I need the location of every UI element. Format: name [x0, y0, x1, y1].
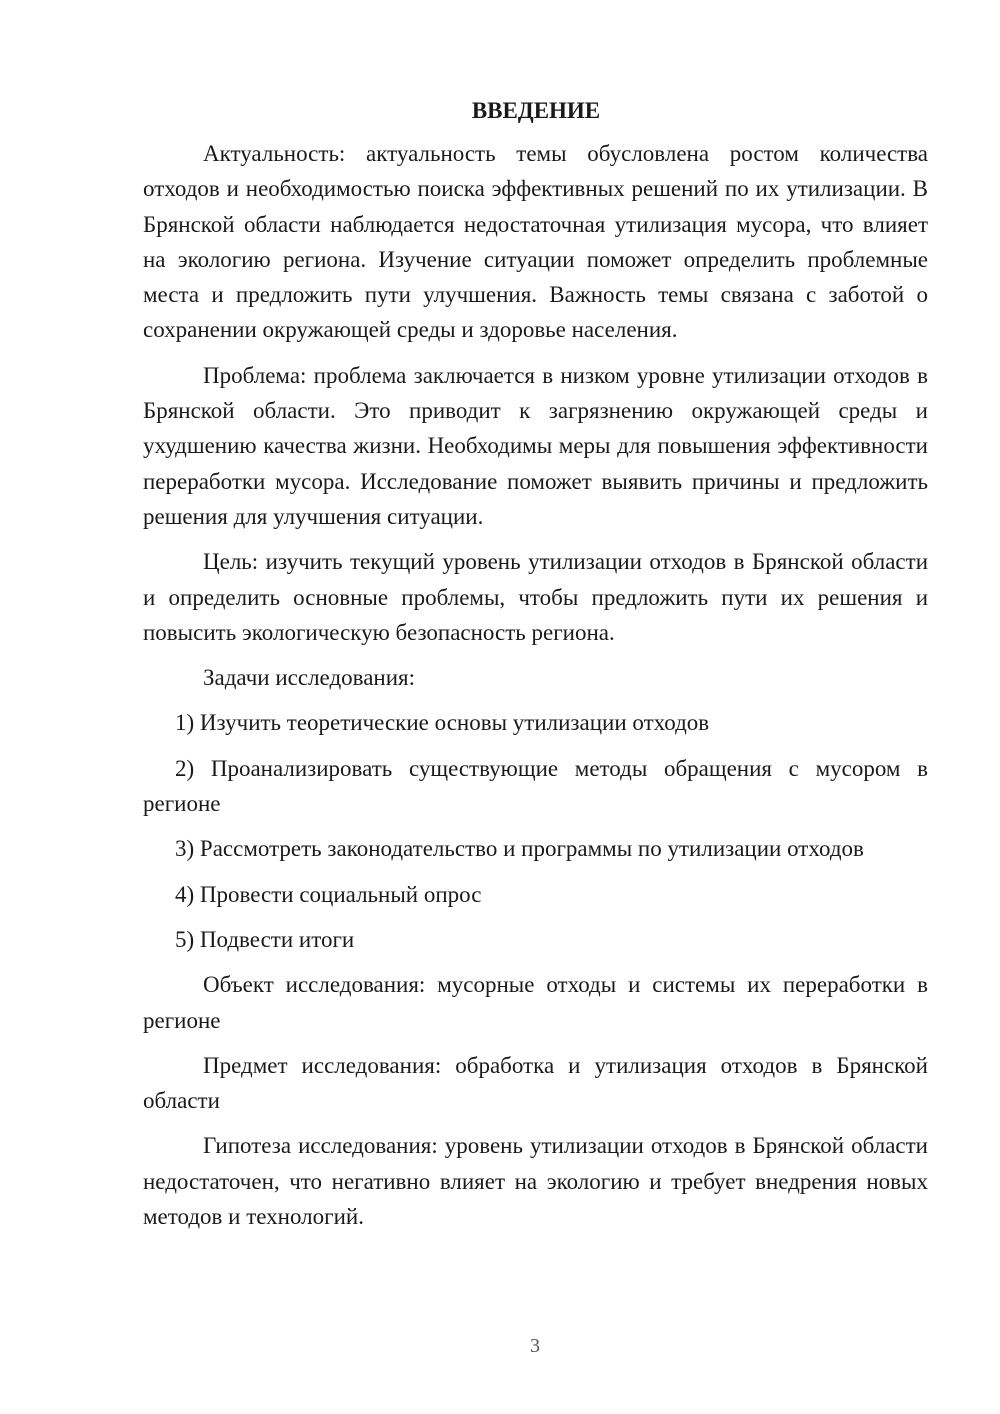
paragraph-tasks-title: Задачи исследования: — [203, 665, 416, 691]
paragraph-relevance: Актуальность: актуальность темы обусловлена ростом количества отходов и необходимостью поиска эффективных решений по их утилизации. В Брянской области наблюдается недостаточная утилизация мусора, что влияет на экологию региона. Изучение ситуации поможет определить проблемные места и предложить пути улучшения. Важность темы связана с заботой о сохранении окружающей среды и здоровье населения. — [143, 141, 928, 343]
paragraph-object: Объект исследования: мусорные отходы и системы их переработки в регионе — [143, 972, 928, 1033]
task-item-3: 3) Рассмотреть законодательство и программы по утилизации отходов — [175, 836, 864, 862]
paragraph-subject: Предмет исследования: обработка и утилизация отходов в Брянской области — [143, 1052, 928, 1114]
document-page — [143, 96, 928, 1244]
task-item-5: 5) Подвести итоги — [175, 926, 355, 952]
page-number: 3 — [530, 1335, 540, 1357]
task-item-2: 2) Проанализировать существующие методы обращения с мусором в регионе — [143, 755, 928, 817]
page-title: ВВЕДЕНИЕ — [471, 98, 601, 123]
paragraph-hypothesis: Гипотеза исследования: уровень утилизации отходов в Брянской области недостаточен, что негативно влияет на экологию и требует внедрения новых методов и технологий. — [143, 1133, 928, 1230]
paragraph-goal: Цель: изучить текущий уровень утилизации отходов в Брянской области и определить основные проблемы, чтобы предложить пути их решения и повысить экологическую безопасность региона. — [143, 549, 928, 645]
task-item-1: 1) Изучить теоретические основы утилизации отходов — [175, 710, 710, 736]
paragraph-problem: Проблема: проблема заключается в низком уровне утилизации отходов в Брянской области. Это приводит к загрязнению окружающей среды и ухудшению качества жизни. Необходимы меры для повышения эффективности переработки мусора. Исследование поможет выявить причины и предложить решения для улучшения ситуации. — [143, 362, 928, 529]
task-item-4: 4) Провести социальный опрос — [175, 881, 482, 907]
